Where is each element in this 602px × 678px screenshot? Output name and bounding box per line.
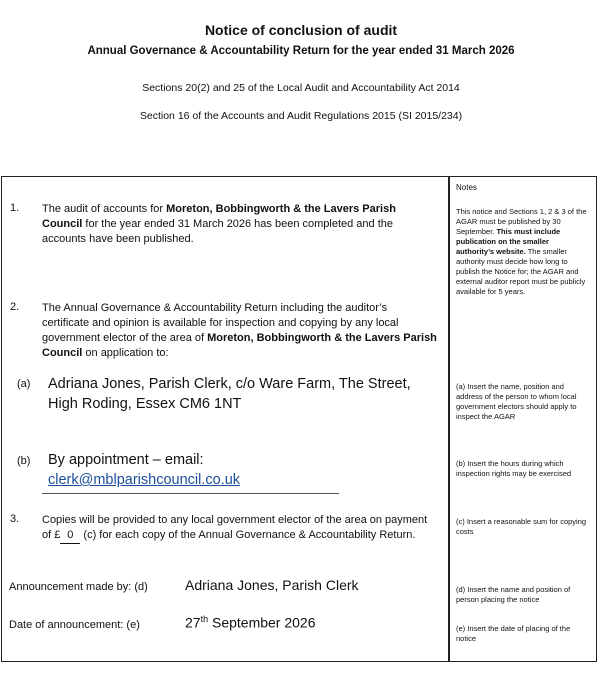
inspection-hours bbox=[48, 450, 428, 490]
note-b: (b) Insert the hours during which inspection rights may be exercised bbox=[456, 459, 572, 478]
council-name: Moreton, Bobbingworth & the Lavers Parish Council bbox=[42, 332, 437, 359]
item-b-label: (b) bbox=[17, 455, 31, 467]
legislation-reference-1: Sections 20(2) and 25 of the Local Audit and Accountability Act 2014 bbox=[142, 82, 460, 94]
clerk-email-link[interactable]: clerk@mblparishcouncil.co.uk bbox=[48, 472, 241, 488]
column-divider bbox=[448, 176, 450, 662]
email-underline-rule bbox=[42, 493, 339, 494]
item-1-text: The audit of accounts for Moreton, Bobbingworth & the Lavers Parish Council for the year ended 31 March 2026 has been completed and the accounts have been published. bbox=[42, 203, 396, 245]
notice-title: Notice of conclusion of audit bbox=[204, 22, 398, 38]
announcement-made-by-label: Announcement made by: (d) bbox=[9, 581, 148, 593]
item-a-label: (a) bbox=[17, 378, 31, 390]
item-1-number: 1. bbox=[10, 202, 20, 214]
item-2-text: The Annual Governance & Accountability Return including the auditor’s certificate and opinion is available for inspection and copying by any local government elector of the area of Moreton, Bobbingworth & the Lavers Parish Council on application to: bbox=[42, 302, 437, 359]
announcement-date-label: Date of announcement: (e) bbox=[9, 619, 140, 631]
item-3-text: Copies will be provided to any local government elector of the area on payment of £ 0 (c) for each copy of the Annual Governance & Accountability Return. bbox=[42, 513, 437, 544]
note-c: (c) Insert a reasonable sum for copying costs bbox=[456, 517, 587, 536]
copying-fee-amount: 0 bbox=[60, 528, 80, 544]
legislation-reference-2: Section 16 of the Accounts and Audit Regulations 2015 (SI 2015/234) bbox=[139, 110, 463, 122]
notes-heading: Notes bbox=[456, 183, 477, 192]
note-a: (a) Insert the name, position and address of the person to whom local government electors should apply to inspect the AGAR bbox=[456, 382, 577, 421]
inspection-contact-address: Adriana Jones, Parish Clerk, c/o Ware Farm, The Street, High Roding, Essex CM6 1NT bbox=[48, 376, 411, 412]
notice-subtitle: Annual Governance & Accountability Return for the year ended 31 March 2026 bbox=[87, 45, 515, 57]
council-name: Moreton, Bobbingworth & the Lavers Parish Council bbox=[42, 203, 396, 230]
announcement-made-by-value: Adriana Jones, Parish Clerk bbox=[185, 577, 359, 593]
appointment-text: By appointment – email: bbox=[48, 452, 204, 468]
item-2-number: 2. bbox=[10, 301, 20, 313]
note-d: (d) Insert the name and position of person placing the notice bbox=[456, 585, 571, 604]
item-3-number: 3. bbox=[10, 513, 20, 525]
notes-intro: This notice and Sections 1, 2 & 3 of the AGAR must be published by 30 September. This must include publication on the smaller authority’s website. The smaller authority must decide how long to publish the Notice for; the AGAR and external auditor report must be publicly available for 5 years. bbox=[456, 207, 587, 296]
announcement-date-value: 27th September 2026 bbox=[185, 614, 316, 631]
note-e: (e) Insert the date of placing of the notice bbox=[456, 624, 571, 643]
